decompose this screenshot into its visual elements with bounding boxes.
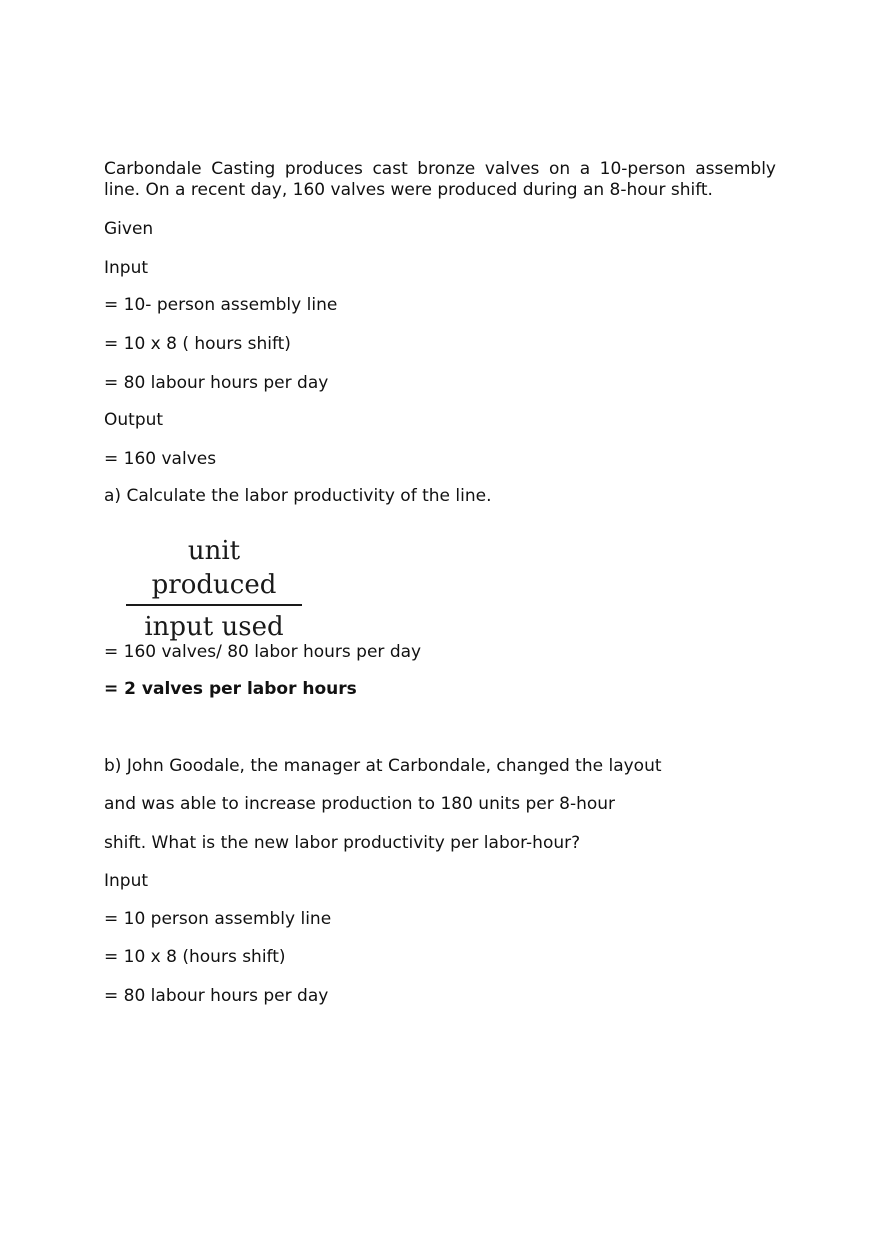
part-b-input-line: = 10 person assembly line [104, 909, 332, 929]
problem-intro: Carbondale Casting produces cast bronze valves on a 10-person assembly line. On a recent day, 160 valves were produced during an 8-hour shift. [104, 159, 776, 200]
part-a-calculation: = 160 valves/ 80 labor hours per day [104, 642, 422, 662]
formula-numerator: unit produced [151, 536, 277, 600]
output-line: = 160 valves [104, 449, 217, 469]
part-b-question-line: shift. What is the new labor productivity per labor-hour? [104, 833, 581, 853]
part-b-input-line: = 10 x 8 (hours shift) [104, 947, 286, 967]
part-a-question: a) Calculate the labor productivity of the line. [104, 486, 492, 506]
fraction-bar [126, 604, 302, 606]
input-line: = 10- person assembly line [104, 295, 338, 315]
given-heading: Given [104, 219, 154, 239]
formula-denominator: input used [144, 612, 284, 642]
productivity-formula [126, 534, 302, 644]
part-b-input-line: = 80 labour hours per day [104, 986, 329, 1006]
input-line: = 80 labour hours per day [104, 373, 329, 393]
input-line: = 10 x 8 ( hours shift) [104, 334, 291, 354]
output-label: Output [104, 410, 164, 430]
part-b-input-label: Input [104, 871, 149, 891]
part-b-question-line: b) John Goodale, the manager at Carbondale, changed the layout [104, 756, 662, 776]
input-label: Input [104, 258, 149, 278]
part-a-answer: = 2 valves per labor hours [104, 679, 357, 699]
part-b-question-line: and was able to increase production to 180 units per 8-hour [104, 794, 616, 814]
